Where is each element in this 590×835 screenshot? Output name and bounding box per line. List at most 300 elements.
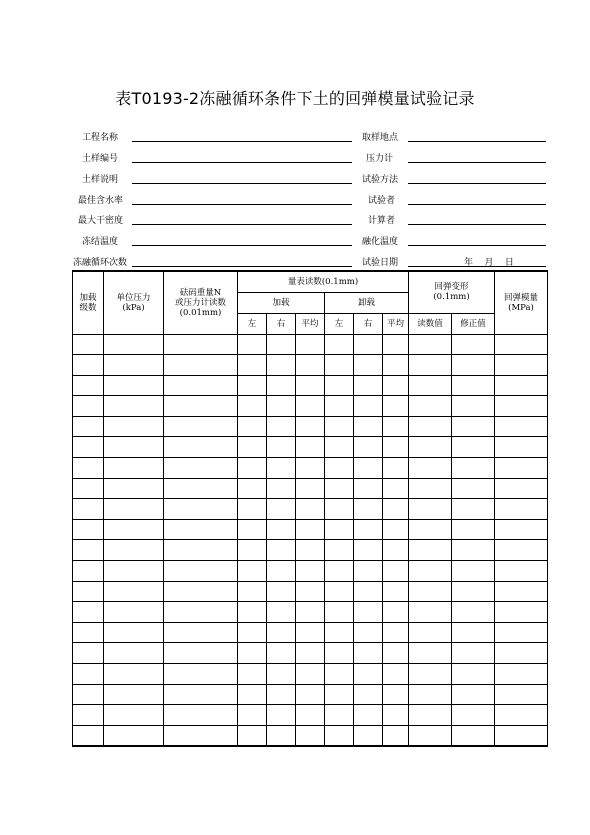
table-cell[interactable] xyxy=(267,355,296,376)
table-cell[interactable] xyxy=(409,355,452,376)
table-cell[interactable] xyxy=(354,561,383,582)
table-cell[interactable] xyxy=(409,375,452,396)
table-row xyxy=(73,684,548,705)
table-row xyxy=(73,334,548,355)
table-cell[interactable] xyxy=(73,519,104,540)
table-cell[interactable] xyxy=(104,684,164,705)
col-load-average: 平均 xyxy=(296,313,325,334)
table-cell[interactable] xyxy=(104,396,164,417)
table-cell[interactable] xyxy=(325,643,354,664)
table-cell[interactable] xyxy=(164,622,238,643)
table-cell[interactable] xyxy=(325,334,354,355)
field-line[interactable] xyxy=(132,141,352,142)
table-cell[interactable] xyxy=(383,664,409,685)
table-cell[interactable] xyxy=(73,499,104,520)
table-cell[interactable] xyxy=(354,602,383,623)
field-label: 冻结温度 xyxy=(82,237,119,247)
table-cell[interactable] xyxy=(164,478,238,499)
table-cell[interactable] xyxy=(164,664,238,685)
table-cell[interactable] xyxy=(296,705,325,726)
table-cell[interactable] xyxy=(325,416,354,437)
table-cell[interactable] xyxy=(73,725,104,746)
col-corrected-value: 修正值 xyxy=(452,313,495,334)
table-cell[interactable] xyxy=(354,581,383,602)
table-cell[interactable] xyxy=(238,519,267,540)
table-cell[interactable] xyxy=(104,519,164,540)
field-project-name xyxy=(72,130,284,144)
table-cell[interactable] xyxy=(495,581,548,602)
table-cell[interactable] xyxy=(267,396,296,417)
field-label: 最大干密度 xyxy=(78,216,124,226)
table-cell[interactable] xyxy=(452,622,495,643)
table-cell[interactable] xyxy=(325,519,354,540)
page-title: 表T0193-2冻融循环条件下土的回弹模量试验记录 xyxy=(115,89,475,108)
table-cell[interactable] xyxy=(73,581,104,602)
table-cell[interactable] xyxy=(452,416,495,437)
table-cell[interactable] xyxy=(296,519,325,540)
table-cell[interactable] xyxy=(238,334,267,355)
table-cell[interactable] xyxy=(238,643,267,664)
table-cell[interactable] xyxy=(73,458,104,479)
field-line[interactable] xyxy=(132,266,352,267)
field-line[interactable] xyxy=(132,245,352,246)
table-cell[interactable] xyxy=(452,602,495,623)
table-cell[interactable] xyxy=(164,561,238,582)
table-cell[interactable] xyxy=(104,334,164,355)
table-cell[interactable] xyxy=(383,458,409,479)
table-cell[interactable] xyxy=(409,334,452,355)
field-line[interactable] xyxy=(132,183,352,184)
table-cell[interactable] xyxy=(409,725,452,746)
table-cell[interactable] xyxy=(354,458,383,479)
col-load-grade: 加载 级数 xyxy=(73,271,104,334)
table-cell[interactable] xyxy=(452,561,495,582)
field-sample-number xyxy=(72,151,284,165)
table-cell[interactable] xyxy=(409,561,452,582)
table-cell[interactable] xyxy=(296,540,325,561)
table-cell[interactable] xyxy=(73,540,104,561)
table-cell[interactable] xyxy=(296,581,325,602)
table-cell[interactable] xyxy=(409,664,452,685)
table-row xyxy=(73,396,548,417)
table-cell[interactable] xyxy=(296,396,325,417)
table-cell[interactable] xyxy=(238,705,267,726)
table-cell[interactable] xyxy=(383,478,409,499)
table-cell[interactable] xyxy=(409,705,452,726)
table-cell[interactable] xyxy=(452,519,495,540)
table-cell[interactable] xyxy=(104,416,164,437)
field-label: 土样说明 xyxy=(82,175,119,185)
table-cell[interactable] xyxy=(238,458,267,479)
table-cell[interactable] xyxy=(495,396,548,417)
table-cell[interactable] xyxy=(238,725,267,746)
field-label: 取样地点 xyxy=(362,133,399,143)
table-cell[interactable] xyxy=(409,684,452,705)
table-cell[interactable] xyxy=(73,602,104,623)
table-cell[interactable] xyxy=(164,416,238,437)
table-cell[interactable] xyxy=(409,602,452,623)
record-table xyxy=(72,270,548,747)
table-cell[interactable] xyxy=(495,355,548,376)
table-cell[interactable] xyxy=(383,581,409,602)
table-cell[interactable] xyxy=(452,540,495,561)
table-cell[interactable] xyxy=(325,561,354,582)
table-cell[interactable] xyxy=(104,643,164,664)
table-cell[interactable] xyxy=(383,334,409,355)
table-cell[interactable] xyxy=(452,725,495,746)
table-cell[interactable] xyxy=(296,499,325,520)
table-cell[interactable] xyxy=(325,355,354,376)
table-cell[interactable] xyxy=(495,334,548,355)
table-cell[interactable] xyxy=(409,622,452,643)
table-cell[interactable] xyxy=(73,334,104,355)
table-cell[interactable] xyxy=(296,478,325,499)
table-cell[interactable] xyxy=(409,416,452,437)
table-cell[interactable] xyxy=(164,499,238,520)
table-cell[interactable] xyxy=(354,540,383,561)
table-row xyxy=(73,375,548,396)
table-cell[interactable] xyxy=(104,705,164,726)
table-row xyxy=(73,664,548,685)
field-line[interactable] xyxy=(408,224,546,225)
table-cell[interactable] xyxy=(73,561,104,582)
table-cell[interactable] xyxy=(495,519,548,540)
table-cell[interactable] xyxy=(452,581,495,602)
table-cell[interactable] xyxy=(452,375,495,396)
table-cell[interactable] xyxy=(354,664,383,685)
table-cell[interactable] xyxy=(164,602,238,623)
field-label: 冻融循环次数 xyxy=(73,258,128,268)
table-cell[interactable] xyxy=(238,355,267,376)
table-cell[interactable] xyxy=(73,478,104,499)
table-cell[interactable] xyxy=(495,622,548,643)
table-cell[interactable] xyxy=(73,396,104,417)
table-cell[interactable] xyxy=(409,540,452,561)
table-cell[interactable] xyxy=(354,334,383,355)
table-cell[interactable] xyxy=(383,416,409,437)
table-cell[interactable] xyxy=(164,705,238,726)
field-freeze-thaw-cycles xyxy=(72,255,284,269)
table-row xyxy=(73,499,548,520)
table-cell[interactable] xyxy=(296,416,325,437)
table-cell[interactable] xyxy=(383,622,409,643)
table-cell[interactable] xyxy=(452,396,495,417)
table-cell[interactable] xyxy=(296,458,325,479)
table-cell[interactable] xyxy=(238,478,267,499)
table-cell[interactable] xyxy=(267,581,296,602)
table-cell[interactable] xyxy=(325,705,354,726)
table-cell[interactable] xyxy=(354,437,383,458)
table-cell[interactable] xyxy=(164,375,238,396)
table-cell[interactable] xyxy=(325,684,354,705)
table-cell[interactable] xyxy=(452,458,495,479)
table-cell[interactable] xyxy=(495,437,548,458)
table-cell[interactable] xyxy=(383,705,409,726)
table-cell[interactable] xyxy=(164,643,238,664)
table-cell[interactable] xyxy=(495,725,548,746)
field-label: 压力计 xyxy=(366,154,394,164)
table-cell[interactable] xyxy=(452,664,495,685)
field-freeze-temperature xyxy=(72,234,284,248)
table-cell[interactable] xyxy=(383,602,409,623)
table-cell[interactable] xyxy=(238,416,267,437)
table-cell[interactable] xyxy=(104,622,164,643)
field-label: 土样编号 xyxy=(82,154,119,164)
table-cell[interactable] xyxy=(267,602,296,623)
field-line[interactable] xyxy=(408,183,546,184)
table-cell[interactable] xyxy=(73,664,104,685)
field-line[interactable] xyxy=(132,224,352,225)
table-cell[interactable] xyxy=(354,355,383,376)
table-cell[interactable] xyxy=(354,725,383,746)
table-cell[interactable] xyxy=(267,561,296,582)
table-cell[interactable] xyxy=(164,519,238,540)
table-cell[interactable] xyxy=(409,396,452,417)
table-cell[interactable] xyxy=(296,664,325,685)
field-line[interactable] xyxy=(132,204,352,205)
table-cell[interactable] xyxy=(409,437,452,458)
table-row xyxy=(73,602,548,623)
table-cell[interactable] xyxy=(495,684,548,705)
table-cell[interactable] xyxy=(409,519,452,540)
table-cell[interactable] xyxy=(238,375,267,396)
table-cell[interactable] xyxy=(267,684,296,705)
table-cell[interactable] xyxy=(238,581,267,602)
table-cell[interactable] xyxy=(452,334,495,355)
table-cell[interactable] xyxy=(238,396,267,417)
table-cell[interactable] xyxy=(296,622,325,643)
table-cell[interactable] xyxy=(238,499,267,520)
table-cell[interactable] xyxy=(164,396,238,417)
table-cell[interactable] xyxy=(495,499,548,520)
field-line[interactable] xyxy=(408,162,546,163)
col-unload-average: 平均 xyxy=(383,313,409,334)
table-cell[interactable] xyxy=(104,499,164,520)
table-cell[interactable] xyxy=(495,561,548,582)
table-cell[interactable] xyxy=(452,355,495,376)
table-row xyxy=(73,540,548,561)
table-cell[interactable] xyxy=(238,664,267,685)
table-cell[interactable] xyxy=(325,458,354,479)
table-cell[interactable] xyxy=(495,602,548,623)
table-cell[interactable] xyxy=(104,437,164,458)
table-cell[interactable] xyxy=(452,684,495,705)
table-cell[interactable] xyxy=(383,540,409,561)
table-cell[interactable] xyxy=(354,499,383,520)
table-cell[interactable] xyxy=(354,519,383,540)
table-cell[interactable] xyxy=(267,416,296,437)
table-cell[interactable] xyxy=(73,375,104,396)
table-row xyxy=(73,643,548,664)
table-cell[interactable] xyxy=(409,499,452,520)
table-cell[interactable] xyxy=(238,540,267,561)
field-label: 融化温度 xyxy=(362,237,399,247)
table-cell[interactable] xyxy=(267,375,296,396)
field-optimum-moisture xyxy=(72,193,284,207)
field-calculator xyxy=(360,213,550,227)
table-cell[interactable] xyxy=(104,458,164,479)
table-cell[interactable] xyxy=(296,355,325,376)
table-cell[interactable] xyxy=(104,540,164,561)
table-cell[interactable] xyxy=(383,643,409,664)
table-cell[interactable] xyxy=(452,499,495,520)
table-cell[interactable] xyxy=(164,458,238,479)
table-cell[interactable] xyxy=(164,684,238,705)
table-cell[interactable] xyxy=(267,725,296,746)
table-cell[interactable] xyxy=(296,437,325,458)
field-value: 年 月 日 xyxy=(464,258,514,268)
table-cell[interactable] xyxy=(164,355,238,376)
table-cell[interactable] xyxy=(267,540,296,561)
table-cell[interactable] xyxy=(452,705,495,726)
table-row xyxy=(73,416,548,437)
table-cell[interactable] xyxy=(73,705,104,726)
table-cell[interactable] xyxy=(325,602,354,623)
col-unload-left: 左 xyxy=(325,313,354,334)
table-cell[interactable] xyxy=(325,540,354,561)
table-cell[interactable] xyxy=(296,684,325,705)
table-row xyxy=(73,622,548,643)
table-cell[interactable] xyxy=(296,602,325,623)
table-cell[interactable] xyxy=(452,478,495,499)
table-cell[interactable] xyxy=(354,643,383,664)
col-rebound-modulus: 回弹模量 (MPa) xyxy=(495,271,548,334)
col-dial-reading: 量表读数(0.1mm) xyxy=(238,271,409,292)
table-cell[interactable] xyxy=(104,664,164,685)
table-row xyxy=(73,581,548,602)
col-unload-right: 右 xyxy=(354,313,383,334)
table-cell[interactable] xyxy=(383,725,409,746)
table-cell[interactable] xyxy=(383,396,409,417)
table-cell[interactable] xyxy=(267,705,296,726)
table-cell[interactable] xyxy=(383,684,409,705)
table-cell[interactable] xyxy=(238,602,267,623)
table-cell[interactable] xyxy=(409,458,452,479)
table-cell[interactable] xyxy=(409,478,452,499)
field-tester xyxy=(360,193,550,207)
field-line[interactable] xyxy=(132,162,352,163)
table-cell[interactable] xyxy=(267,622,296,643)
table-cell[interactable] xyxy=(495,643,548,664)
table-cell[interactable] xyxy=(325,437,354,458)
table-row xyxy=(73,458,548,479)
table-cell[interactable] xyxy=(495,540,548,561)
table-cell[interactable] xyxy=(104,602,164,623)
table-cell[interactable] xyxy=(452,643,495,664)
table-cell[interactable] xyxy=(354,478,383,499)
table-cell[interactable] xyxy=(296,643,325,664)
table-cell[interactable] xyxy=(383,499,409,520)
table-cell[interactable] xyxy=(354,396,383,417)
table-cell[interactable] xyxy=(409,643,452,664)
table-cell[interactable] xyxy=(354,375,383,396)
table-row xyxy=(73,561,548,582)
table-cell[interactable] xyxy=(267,499,296,520)
table-cell[interactable] xyxy=(354,622,383,643)
table-cell[interactable] xyxy=(73,622,104,643)
table-cell[interactable] xyxy=(164,334,238,355)
table-cell[interactable] xyxy=(409,581,452,602)
table-cell[interactable] xyxy=(73,643,104,664)
table-cell[interactable] xyxy=(267,519,296,540)
table-cell[interactable] xyxy=(354,705,383,726)
table-cell[interactable] xyxy=(104,375,164,396)
table-cell[interactable] xyxy=(325,499,354,520)
table-cell[interactable] xyxy=(325,396,354,417)
table-cell[interactable] xyxy=(104,581,164,602)
field-line[interactable] xyxy=(408,245,546,246)
table-cell[interactable] xyxy=(383,519,409,540)
table-cell[interactable] xyxy=(73,355,104,376)
field-line[interactable] xyxy=(408,204,546,205)
table-cell[interactable] xyxy=(495,416,548,437)
table-cell[interactable] xyxy=(104,355,164,376)
table-cell[interactable] xyxy=(495,705,548,726)
field-line[interactable] xyxy=(408,141,546,142)
table-cell[interactable] xyxy=(296,725,325,746)
table-cell[interactable] xyxy=(164,725,238,746)
table-cell[interactable] xyxy=(104,478,164,499)
table-cell[interactable] xyxy=(296,375,325,396)
table-cell[interactable] xyxy=(296,334,325,355)
table-cell[interactable] xyxy=(267,664,296,685)
table-cell[interactable] xyxy=(495,478,548,499)
table-cell[interactable] xyxy=(238,622,267,643)
table-cell[interactable] xyxy=(238,437,267,458)
field-max-dry-density xyxy=(72,213,284,227)
table-cell[interactable] xyxy=(325,725,354,746)
table-cell[interactable] xyxy=(164,437,238,458)
table-cell[interactable] xyxy=(267,478,296,499)
table-cell[interactable] xyxy=(296,561,325,582)
field-label: 计算者 xyxy=(368,216,396,226)
table-row xyxy=(73,355,548,376)
table-cell[interactable] xyxy=(383,561,409,582)
table-cell[interactable] xyxy=(267,334,296,355)
col-loading: 加载 xyxy=(238,292,325,313)
table-cell[interactable] xyxy=(354,416,383,437)
table-cell[interactable] xyxy=(73,416,104,437)
table-cell[interactable] xyxy=(383,355,409,376)
table-cell[interactable] xyxy=(325,581,354,602)
table-cell[interactable] xyxy=(267,437,296,458)
table-cell[interactable] xyxy=(325,622,354,643)
table-cell[interactable] xyxy=(325,478,354,499)
table-cell[interactable] xyxy=(73,684,104,705)
table-cell[interactable] xyxy=(383,437,409,458)
table-cell[interactable] xyxy=(325,375,354,396)
table-cell[interactable] xyxy=(495,664,548,685)
table-cell[interactable] xyxy=(383,375,409,396)
table-cell[interactable] xyxy=(164,581,238,602)
table-cell[interactable] xyxy=(452,437,495,458)
table-cell[interactable] xyxy=(354,684,383,705)
table-cell[interactable] xyxy=(104,561,164,582)
table-cell[interactable] xyxy=(267,458,296,479)
table-cell[interactable] xyxy=(73,437,104,458)
table-cell[interactable] xyxy=(104,725,164,746)
table-row xyxy=(73,519,548,540)
table-cell[interactable] xyxy=(238,561,267,582)
table-cell[interactable] xyxy=(238,684,267,705)
table-cell[interactable] xyxy=(495,458,548,479)
field-label: 试验者 xyxy=(368,196,396,206)
table-cell[interactable] xyxy=(164,540,238,561)
table-cell[interactable] xyxy=(495,375,548,396)
table-row xyxy=(73,705,548,726)
table-cell[interactable] xyxy=(267,643,296,664)
table-cell[interactable] xyxy=(325,664,354,685)
